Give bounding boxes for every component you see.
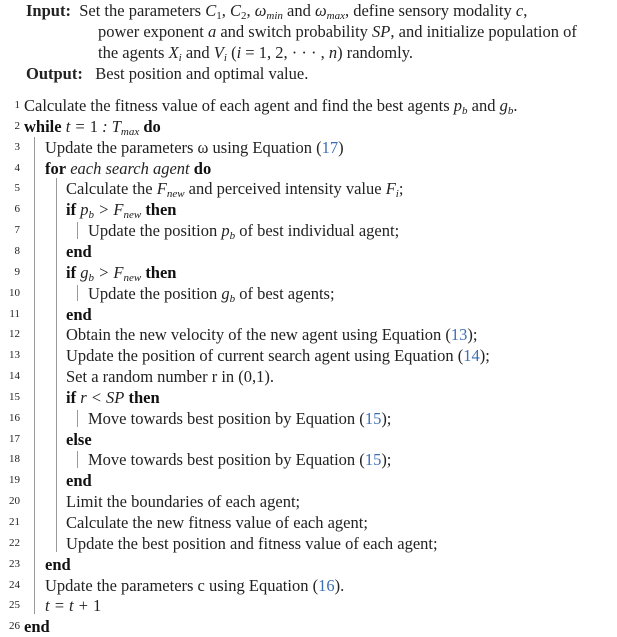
line-text: t = t + 1: [45, 596, 102, 616]
line-number: 15: [9, 390, 20, 403]
keyword: for: [45, 158, 67, 178]
input-label: Input:: [26, 1, 71, 20]
keyword: then: [145, 262, 177, 282]
keyword: do: [193, 158, 212, 178]
line-number: 22: [9, 536, 20, 549]
line-text: Update the best position and fitness value of each agent;: [66, 533, 438, 553]
keyword: else: [66, 429, 92, 449]
line-text: if $g_b > F_{new}$ then: [66, 262, 177, 284]
line-text: Calculate the new fitness value of each agent;: [66, 513, 368, 532]
line-number: 24: [9, 578, 20, 591]
line-text: [66, 241, 92, 262]
equation-ref[interactable]: 15: [364, 408, 382, 428]
line-number: 14: [9, 370, 20, 383]
line-text: Update the position $g_b$ of best agents;: [88, 283, 335, 305]
line-number: 7: [14, 224, 20, 237]
keyword: then: [128, 387, 160, 407]
while-block-rule: [34, 137, 35, 615]
line-text: Move towards best position by Equation (15);: [88, 408, 392, 428]
line-number: 9: [14, 265, 20, 278]
line-text: for each search agent do: [45, 158, 212, 178]
line-number: 21: [9, 516, 20, 528]
equation-ref[interactable]: 16: [318, 575, 335, 595]
output-text: Best position and optimal value.: [95, 64, 309, 83]
line-number: 12: [9, 328, 20, 341]
keyword: then: [145, 200, 177, 220]
line-number: 16: [9, 411, 20, 424]
line-number: 11: [9, 307, 20, 320]
if1-block-rule: [77, 222, 78, 239]
line-number: 18: [9, 453, 20, 466]
line-number: 13: [9, 349, 20, 362]
keyword: end: [24, 617, 50, 637]
equation-ref[interactable]: 14: [463, 346, 480, 366]
line-text: while t = 1 : $T_{max}$ do: [24, 116, 161, 138]
line-number: 20: [9, 495, 20, 508]
line-text: [66, 470, 92, 491]
keyword: if: [66, 200, 77, 220]
line-number: 3: [14, 140, 20, 153]
equation-ref[interactable]: 15: [364, 450, 382, 470]
line-number: 25: [9, 599, 20, 612]
line-text: [66, 304, 92, 325]
line-number: 1: [14, 99, 20, 111]
if2-block-rule: [77, 285, 78, 302]
else-block-rule: [77, 451, 78, 468]
equation-ref[interactable]: 13: [450, 325, 468, 345]
keyword: do: [143, 116, 161, 136]
line-text: Update the position of current search agent using Equation (14);: [66, 346, 490, 366]
line-text: Update the parameters ω using Equation (17): [45, 137, 344, 157]
algorithm-input: [26, 0, 577, 63]
input-line-2: power exponent a and switch probability SP, and initialize population of: [98, 22, 577, 41]
algorithm-output: [26, 63, 308, 84]
line-text: [45, 554, 71, 575]
line-text: Obtain the new velocity of the new agent using Equation (13);: [66, 325, 478, 345]
line-number: 4: [14, 161, 20, 174]
line-number: 8: [14, 244, 20, 257]
line-number: 2: [14, 119, 20, 132]
line-number: 10: [9, 286, 20, 299]
line-text: if r < SP then: [66, 387, 160, 407]
input-line-1: Set the parameters $C_1$, $C_2$, $\omega_{min}$ and $\omega_{max}$, define sensory modality c,: [75, 1, 528, 22]
line-text: [24, 616, 50, 637]
keyword: end: [66, 304, 92, 324]
line-text: Calculate the $F_{new}$ and perceived intensity value $F_i$;: [66, 179, 404, 201]
keyword: end: [45, 554, 71, 574]
line-text: [66, 429, 92, 450]
line-number: 19: [9, 474, 20, 487]
line-text: Move towards best position by Equation (15);: [88, 450, 392, 470]
if-pb-rule: [77, 410, 78, 427]
line-number: 17: [9, 432, 20, 445]
line-number: 5: [14, 182, 20, 195]
equation-ref[interactable]: 17: [321, 137, 339, 157]
keyword: end: [66, 471, 92, 491]
line-text: Set a random number r in (0,1).: [66, 367, 275, 387]
line-text: Update the parameters c using Equation (16).: [45, 575, 345, 595]
keyword: if: [66, 387, 77, 407]
line-text: Limit the boundaries of each agent;: [66, 492, 301, 512]
line-number: 23: [9, 557, 20, 570]
for-block-rule: [56, 178, 57, 551]
keyword: while: [24, 116, 62, 136]
output-label: Output:: [26, 64, 83, 83]
keyword: if: [66, 262, 77, 282]
line-text: Update the position $p_b$ of best individual agent;: [88, 221, 400, 243]
line-number: 6: [14, 203, 20, 216]
keyword: end: [66, 241, 92, 261]
line-text: Calculate the fitness value of each agent and find the best agents $p_b$ and $g_b$.: [24, 96, 518, 117]
line-number: 26: [9, 620, 20, 633]
input-line-3: the agents $X_i$ and $V_i$ (i = 1, 2, · · · , n) randomly.: [98, 43, 414, 64]
line-text: if $p_b > F_{new}$ then: [66, 200, 177, 222]
